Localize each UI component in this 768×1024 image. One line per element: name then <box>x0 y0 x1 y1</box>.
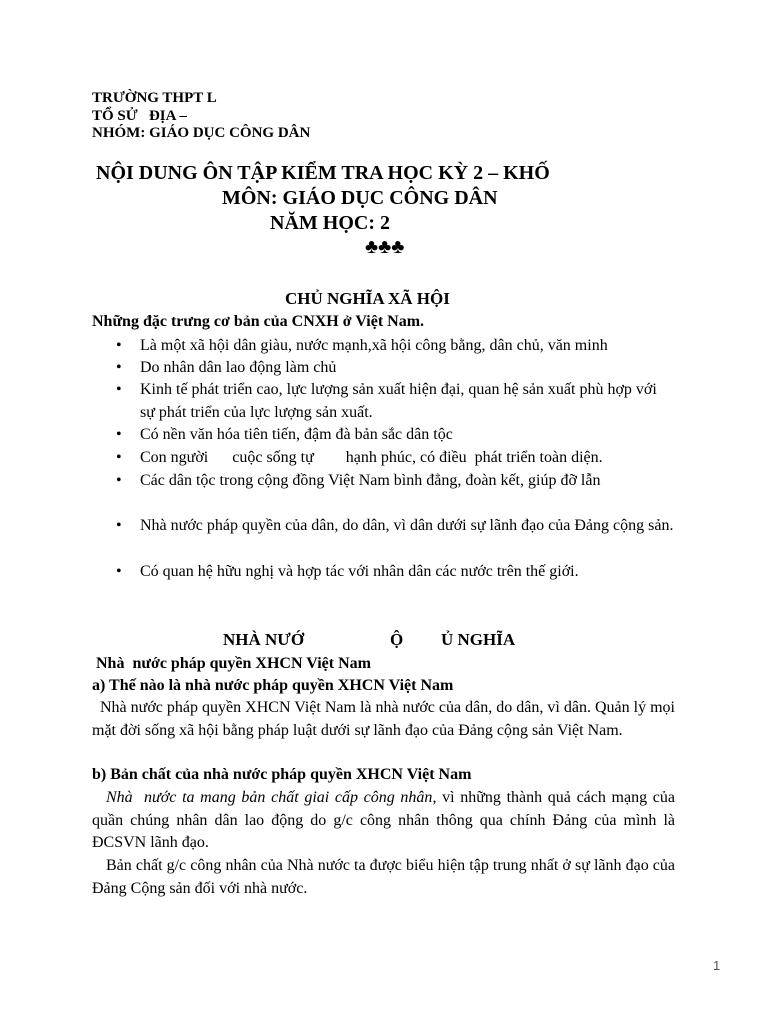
section-heading-state-part1: NHÀ NƯỚ <box>223 630 305 649</box>
bullet-icon: • <box>116 337 122 354</box>
list-item <box>116 335 676 357</box>
document-title-line1: NỘI DUNG ÔN TẬP KIỂM TRA HỌC KỲ 2 – KHỐ <box>96 162 550 184</box>
section-heading-state-part3: Ủ NGHĨA <box>441 630 516 649</box>
list-item-text: Kinh tế phát triển cao, lực lượng sản xuất hiện đại, quan hệ sản xuất phù hợp với sự phát triển của lực lượng sản xuất. <box>140 381 657 421</box>
list-item <box>116 379 676 424</box>
school-name: TRƯỜNG THPT L <box>92 90 217 106</box>
part-a-paragraph: Nhà nước pháp quyền XHCN Việt Nam là nhà nước của dân, do dân, vì dân. Quản lý mọi mặt đời sống xã hội bằng pháp luật dưới sự lãnh đạo của Đảng cộng sản Việt Nam. <box>92 699 675 739</box>
list-item-text: Có nền văn hóa tiên tiến, đậm đà bản sắc dân tộc <box>140 426 453 443</box>
list-item <box>116 357 676 379</box>
document-title-line3: NĂM HỌC: 2 <box>270 212 390 234</box>
list-item-text: Là một xã hội dân giàu, nước mạnh,xã hội công bằng, dân chủ, văn minh <box>140 337 608 354</box>
part-b-paragraph-1 <box>92 787 675 855</box>
list-item <box>116 515 676 560</box>
section-subheading-rule-of-law: Nhà nước pháp quyền XHCN Việt Nam <box>96 655 371 672</box>
document-title-line2: MÔN: GIÁO DỤC CÔNG DÂN <box>222 187 498 209</box>
bullet-icon: • <box>116 563 122 580</box>
part-b-paragraph-2: Bản chất g/c công nhân của Nhà nước ta được biểu hiện tập trung nhất ở sự lãnh đạo của Đảng Cộng sản đối với nhà nước. <box>92 857 675 897</box>
bullet-icon: • <box>116 449 122 466</box>
page-number: 1 <box>713 958 721 973</box>
list-item <box>116 470 676 492</box>
part-b-title: b) Bản chất của nhà nước pháp quyền XHCN Việt Nam <box>92 766 472 783</box>
list-item-text: Con người cuộc sống tự hạnh phúc, có điều phát triển toàn diện. <box>140 449 603 466</box>
group-name: NHÓM: GIÁO DỤC CÔNG DÂN <box>92 125 311 141</box>
club-ornament-icon: ♣♣♣ <box>365 236 405 258</box>
part-a-title: a) Thế nào là nhà nước pháp quyền XHCN Việt Nam <box>92 677 454 694</box>
list-item-text: Do nhân dân lao động làm chủ <box>140 359 337 376</box>
bullet-icon: • <box>116 359 122 376</box>
list-item-text: Các dân tộc trong cộng đồng Việt Nam bình đẳng, đoàn kết, giúp đỡ lẫn <box>140 472 601 489</box>
section-heading-state-part2: Ộ <box>390 630 404 649</box>
part-b-text: , vì những thành quả cách mạng của quần chúng nhân dân lao động do g/c công nhân thông qua chính Đảng của mình là ĐCSVN lãnh đạo. <box>92 789 675 851</box>
list-item <box>116 424 676 446</box>
bullet-icon: • <box>116 472 122 489</box>
list-item <box>116 447 676 469</box>
department-name: TỔ SỬ ĐỊA – <box>92 108 187 124</box>
section-subheading-features: Những đặc trưng cơ bản của CNXH ở Việt Nam. <box>92 313 425 330</box>
bullet-icon: • <box>116 381 122 398</box>
bullet-icon: • <box>116 517 122 534</box>
section-heading-socialism: CHỦ NGHĨA XÃ HỘI <box>285 289 450 308</box>
list-item-text: Có quan hệ hữu nghị và hợp tác với nhân dân các nước trên thế giới. <box>140 563 579 580</box>
part-b-italic-text: Nhà nước ta mang bản chất giai cấp công nhân <box>106 789 433 806</box>
list-item-text: Nhà nước pháp quyền của dân, do dân, vì dân dưới sự lãnh đạo của Đảng cộng sản. <box>140 517 674 534</box>
list-item <box>116 561 676 583</box>
bullet-icon: • <box>116 426 122 443</box>
